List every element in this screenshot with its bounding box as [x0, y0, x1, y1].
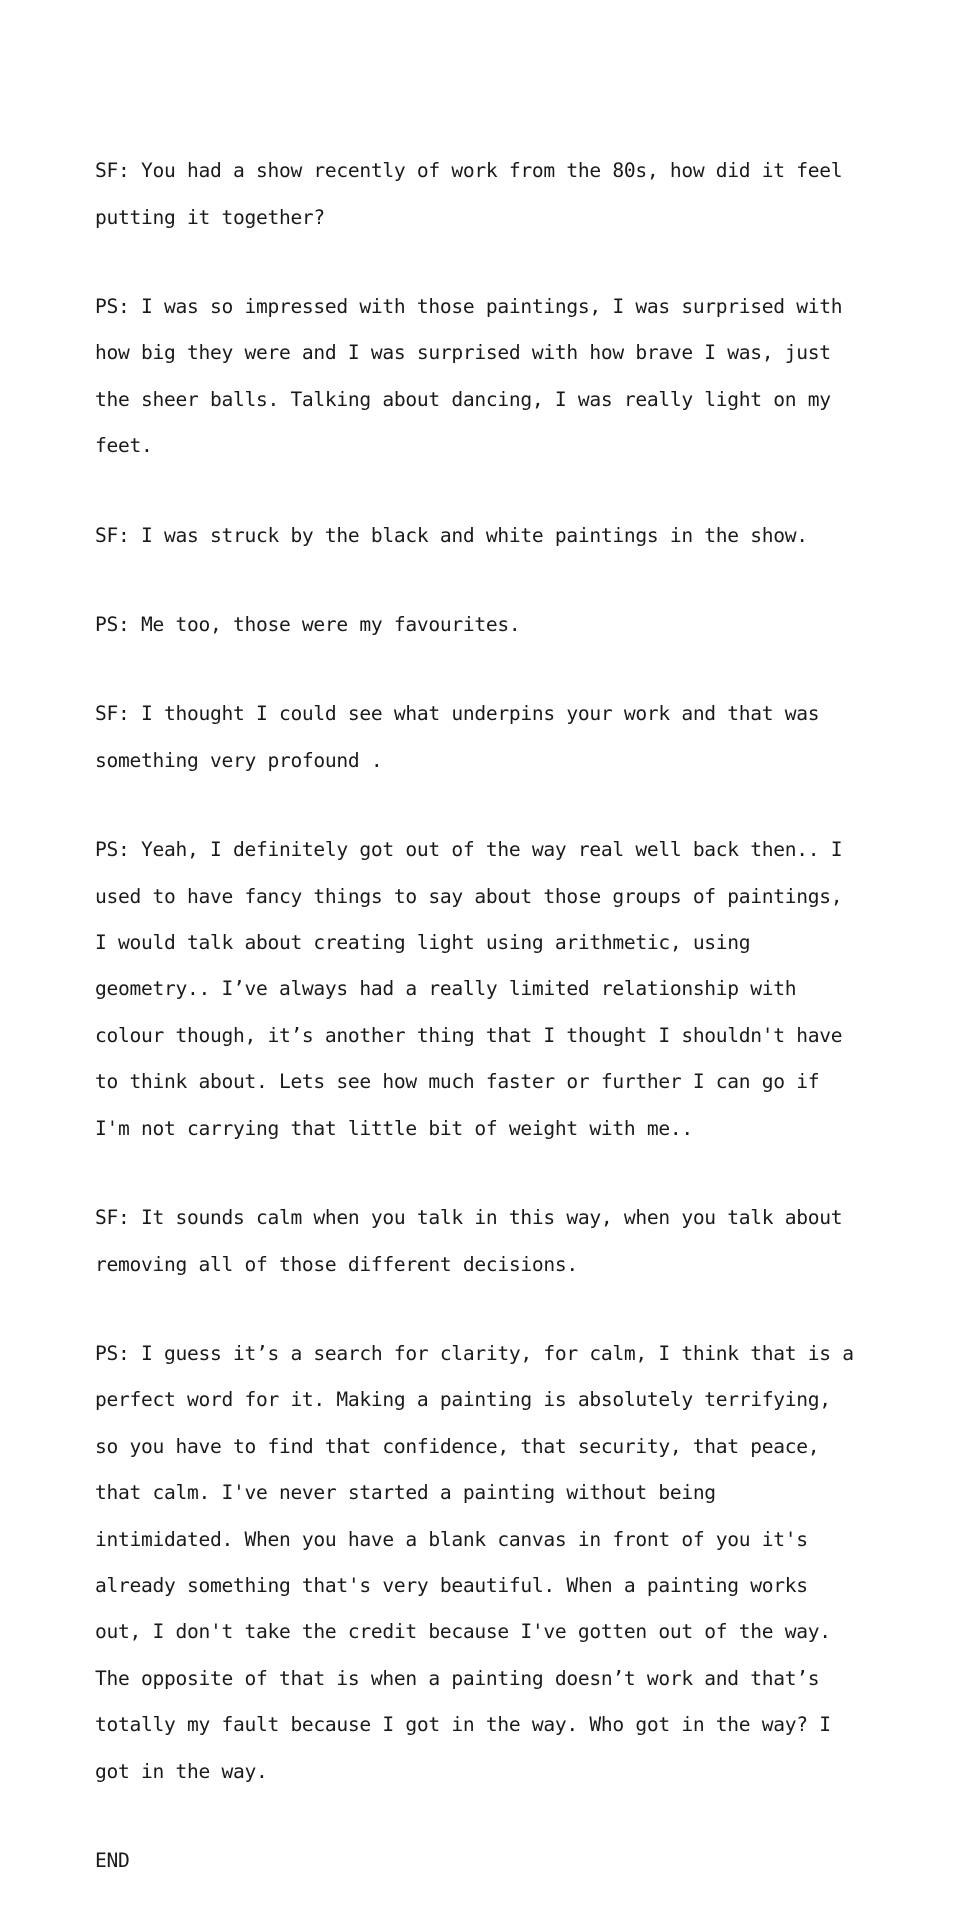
text-line: used to have fancy things to say about those groups of paintings,	[95, 884, 843, 908]
paragraph-end	[95, 1826, 895, 1896]
text-line: geometry.. I’ve always had a really limited relationship with	[95, 977, 797, 1001]
text-line: I would talk about creating light using arithmetic, using	[95, 931, 751, 955]
text-line: got in the way.	[95, 1759, 268, 1783]
text-line: so you have to find that confidence, that security, that peace,	[95, 1434, 820, 1458]
text-line: to think about. Lets see how much faster or further I can go if	[95, 1070, 820, 1094]
text-line: already something that's very beautiful. When a painting works	[95, 1573, 808, 1597]
text-line: PS: Yeah, I definitely got out of the way real well back then.. I	[95, 838, 843, 862]
end-marker: END	[95, 1848, 130, 1872]
text-line: how big they were and I was surprised with how brave I was, just	[95, 341, 831, 365]
text-line: removing all of those different decisions.	[95, 1252, 578, 1276]
text-line: intimidated. When you have a blank canvas in front of you it's	[95, 1527, 808, 1551]
text-line: colour though, it’s another thing that I thought I shouldn't have	[95, 1023, 843, 1047]
paragraph-sf-underpins	[95, 679, 895, 795]
paragraph-ps-favourites	[95, 590, 895, 660]
text-line: totally my fault because I got in the way. Who got in the way? I	[95, 1713, 831, 1737]
paragraph-sf-calm	[95, 1183, 895, 1299]
text-line: out, I don't take the credit because I've gotten out of the way.	[95, 1620, 831, 1644]
text-line: SF: I thought I could see what underpins your work and that was	[95, 702, 820, 726]
text-line: SF: I was struck by the black and white paintings in the show.	[95, 523, 808, 547]
text-line: I'm not carrying that little bit of weight with me..	[95, 1116, 693, 1140]
paragraph-ps-clarity	[95, 1319, 895, 1806]
text-line: PS: Me too, those were my favourites.	[95, 613, 521, 637]
text-line: feet.	[95, 434, 153, 458]
text-line: something very profound .	[95, 748, 383, 772]
text-line: perfect word for it. Making a painting is absolutely terrifying,	[95, 1388, 831, 1412]
text-line: SF: It sounds calm when you talk in this way, when you talk about	[95, 1206, 843, 1230]
paragraph-ps-impressed	[95, 272, 895, 481]
text-line: The opposite of that is when a painting doesn’t work and that’s	[95, 1666, 820, 1690]
document-page	[95, 136, 895, 1915]
paragraph-sf-show-80s	[95, 136, 895, 252]
text-line: PS: I was so impressed with those paintings, I was surprised with	[95, 295, 843, 319]
text-line: PS: I guess it’s a search for clarity, for calm, I think that is a	[95, 1341, 854, 1365]
text-line: putting it together?	[95, 205, 325, 229]
text-line: SF: You had a show recently of work from the 80s, how did it feel	[95, 159, 843, 183]
text-line: that calm. I've never started a painting without being	[95, 1481, 716, 1505]
paragraph-ps-out-of-the-way	[95, 815, 895, 1163]
text-line: the sheer balls. Talking about dancing, I was really light on my	[95, 387, 831, 411]
paragraph-sf-black-white	[95, 500, 895, 570]
